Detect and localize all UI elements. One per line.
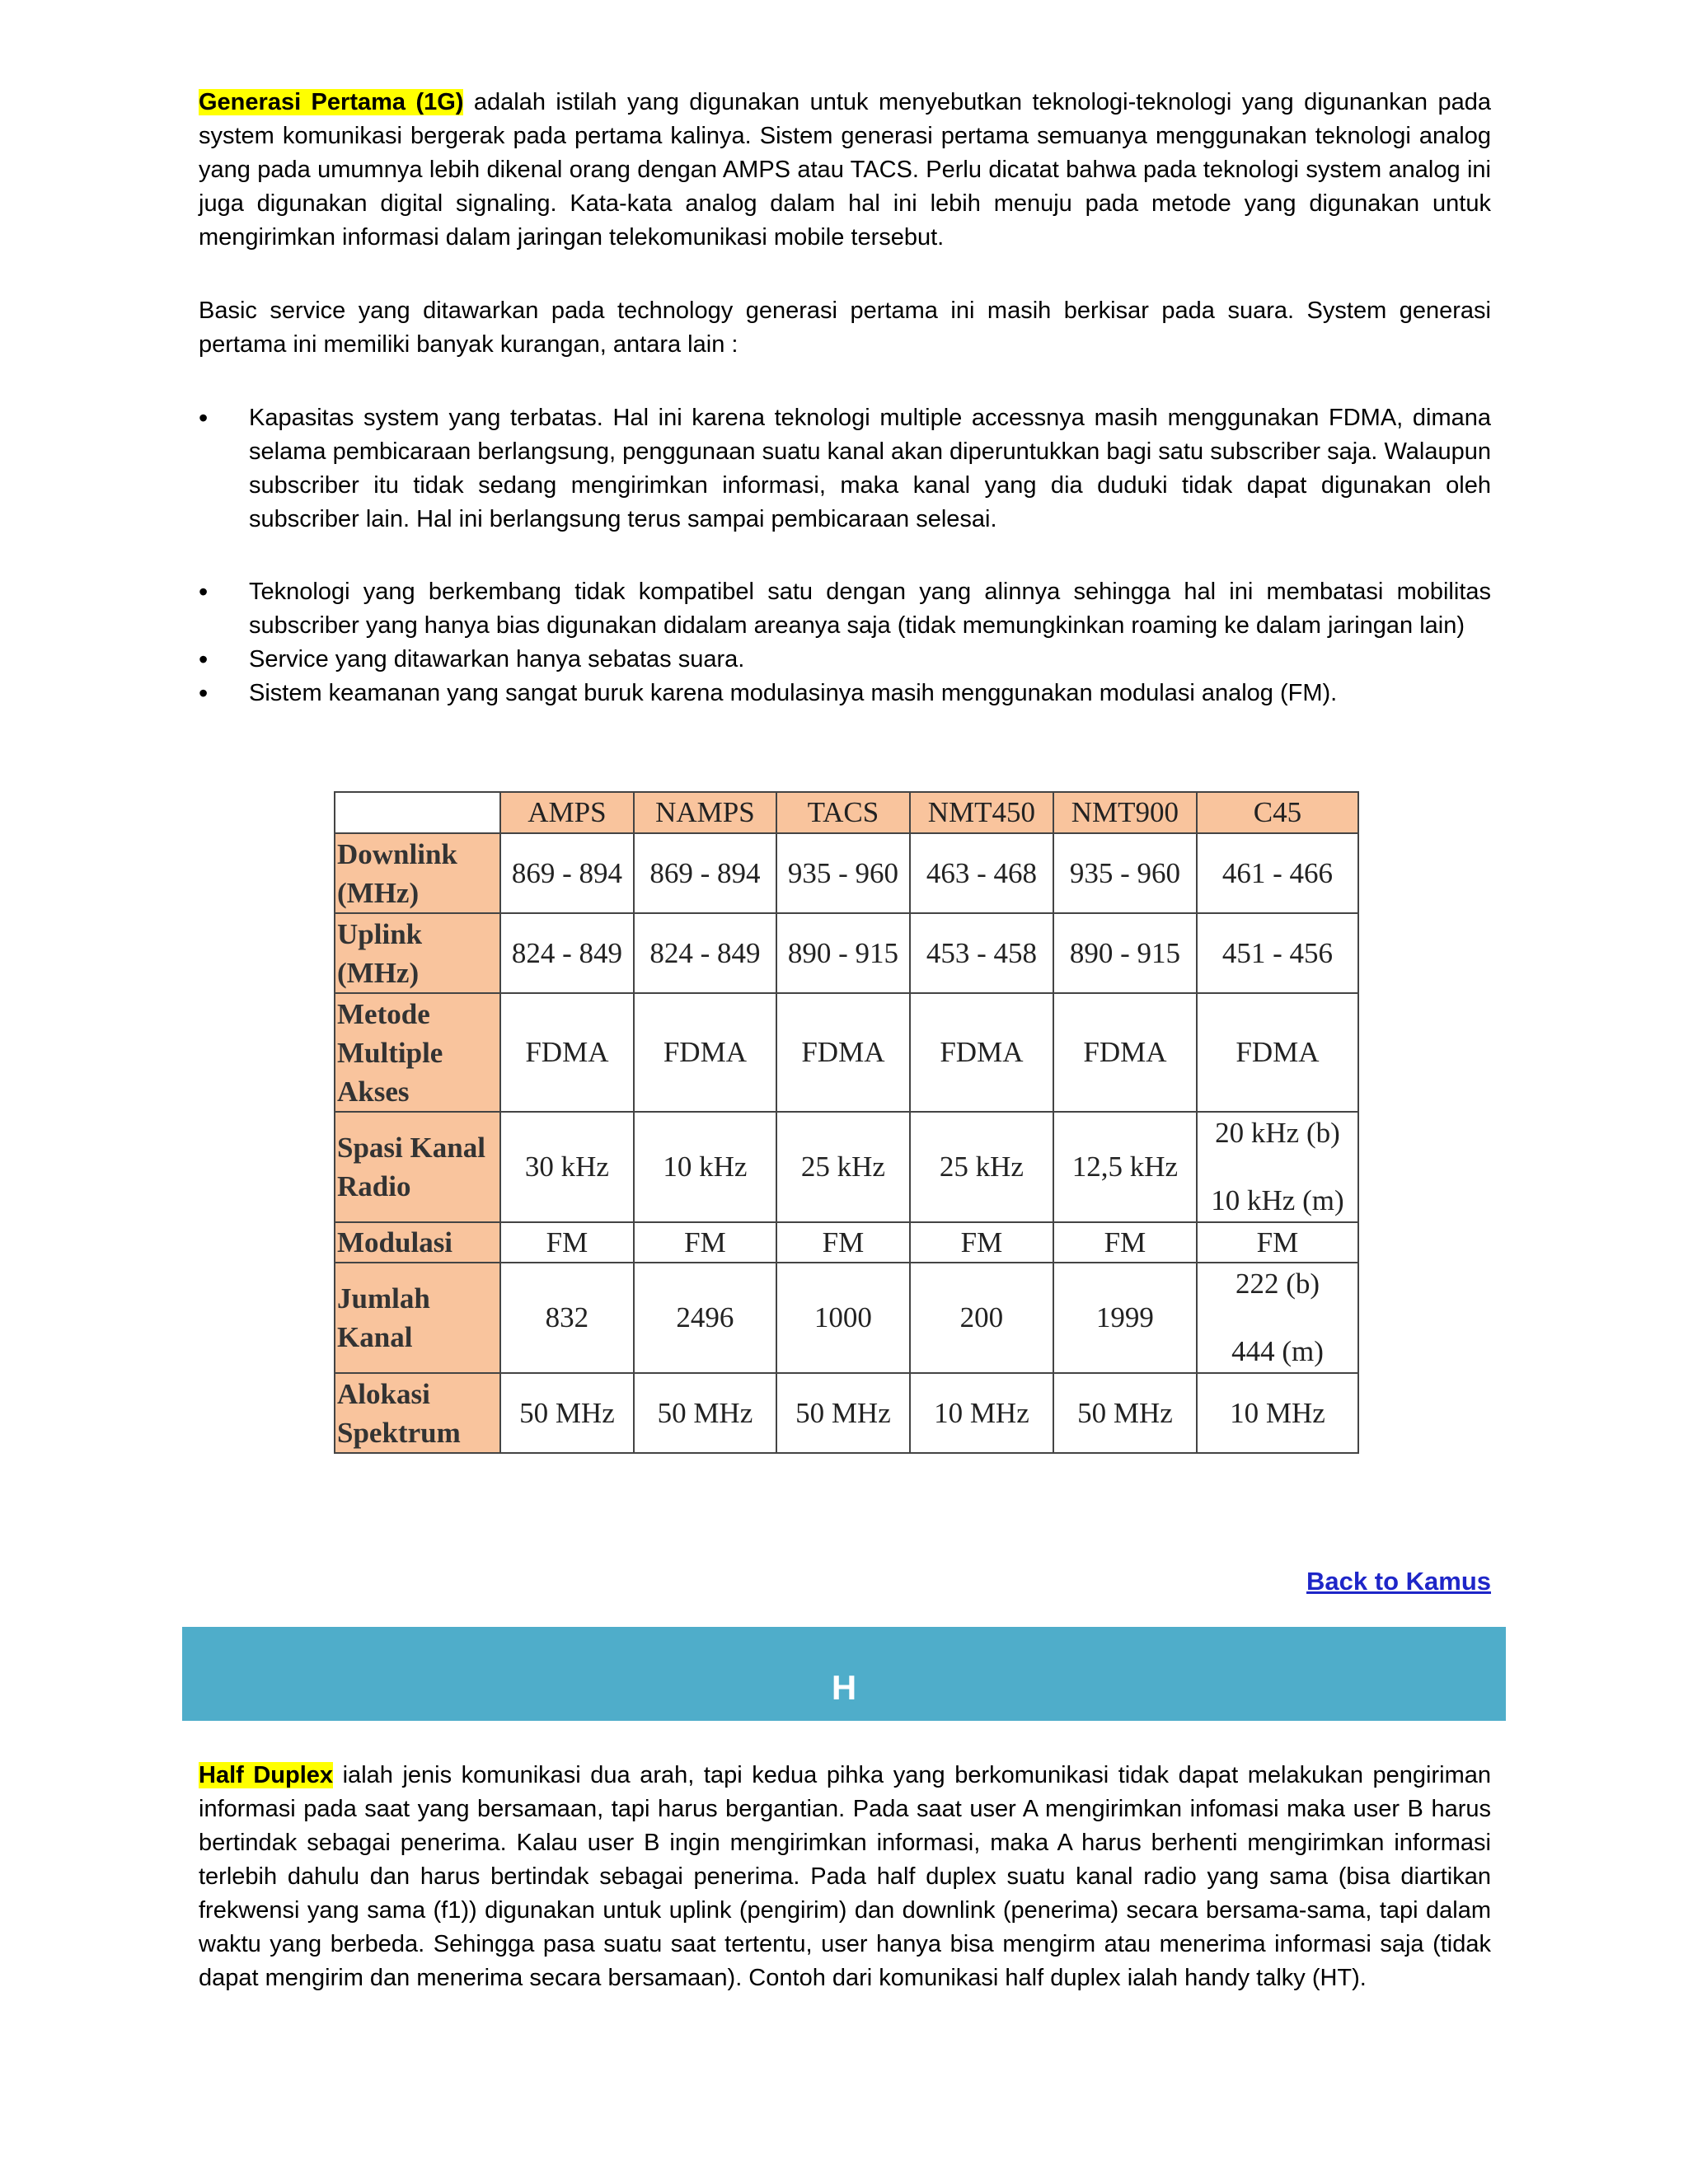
list-item: • Sistem keamanan yang sangat buruk karena modulasinya masih menggunakan modulasi analog (FM). [199, 677, 1491, 710]
table-cell: 1000 [776, 1263, 910, 1373]
half-duplex-paragraph [199, 1759, 1491, 1995]
table-cell: FDMA [500, 993, 634, 1112]
table-cell: 200 [910, 1263, 1053, 1373]
column-header: NMT450 [910, 792, 1053, 833]
split-value-top: 222 (b) [1235, 1268, 1320, 1300]
row-header: Metode Multiple Akses [335, 993, 500, 1112]
table-cell: 869 - 894 [634, 833, 776, 913]
row-header: Spasi Kanal Radio [335, 1112, 500, 1222]
table-header-row [335, 792, 1358, 833]
table-row [335, 993, 1358, 1112]
table-cell: FM [910, 1222, 1053, 1263]
intro-paragraph [199, 86, 1491, 255]
intro-text: adalah istilah yang digunakan untuk menyebutkan teknologi-teknologi yang digunankan pada system komunikasi bergerak pada pertama kalinya. Sistem generasi pertama semuanya menggunakan teknologi analog yang pada umumnya lebih dikenal orang dengan AMPS atau TACS. Perlu dicatat bahwa pada teknologi system analog ini juga digunakan digital signaling. Kata-kata analog dalam hal ini lebih menuju pada metode yang digunakan untuk mengirimkan informasi dalam jaringan telekomunikasi mobile tersebut. [199, 89, 1491, 251]
table-cell: FDMA [634, 993, 776, 1112]
table-cell: 869 - 894 [500, 833, 634, 913]
section-header-band [182, 1627, 1506, 1721]
table-row [335, 1222, 1358, 1263]
table-cell: FM [1197, 1222, 1358, 1263]
comparison-table [334, 791, 1359, 1454]
half-duplex-text: ialah jenis komunikasi dua arah, tapi kedua pihka yang berkomunikasi tidak dapat melakukan pengiriman informasi pada saat yang bersamaan, tapi harus bergantian. Pada saat user A mengirimkan infomasi maka user B harus bertindak sebagai penerima. Kalau user B ingin mengirimkan informasi, maka A harus berhenti mengirimkan informasi terlebih dahulu dan harus bertindak sebagai penerima. Pada half duplex suatu kanal radio yang sama (bisa diartikan frekwensi yang sama (f1)) digunakan untuk uplink (pengirim) dan downlink (penerima) secara bersama-sama, tapi dalam waktu yang berbeda. Sehingga pasa suatu saat tertentu, user hanya bisa mengirm atau menerima informasi saja (tidak dapat mengirim dan menerima secara bersamaan). Contoh dari komunikasi half duplex ialah handy talky (HT). [199, 1762, 1492, 1991]
table-cell: FDMA [1197, 993, 1358, 1112]
table-cell-split [1197, 1263, 1358, 1373]
basic-service-paragraph: Basic service yang ditawarkan pada technology generasi pertama ini masih berkisar pada suara. System generasi pertama ini memiliki banyak kurangan, antara lain : [199, 298, 1491, 358]
table-cell: 50 MHz [1053, 1373, 1197, 1453]
table-row [335, 913, 1358, 993]
split-value-bottom: 444 (m) [1231, 1335, 1324, 1367]
table-cell: 50 MHz [500, 1373, 634, 1453]
table-cell: 1999 [1053, 1263, 1197, 1373]
split-value-top: 20 kHz (b) [1215, 1117, 1340, 1149]
column-header: TACS [776, 792, 910, 833]
table-cell: 890 - 915 [776, 913, 910, 993]
table-cell: FM [634, 1222, 776, 1263]
table-cell: 935 - 960 [1053, 833, 1197, 913]
table-cell: FM [1053, 1222, 1197, 1263]
row-header: Uplink (MHz) [335, 913, 500, 993]
table-cell: 451 - 456 [1197, 913, 1358, 993]
table-cell: 824 - 849 [634, 913, 776, 993]
table-cell: 824 - 849 [500, 913, 634, 993]
column-header: NAMPS [634, 792, 776, 833]
row-header: Alokasi Spektrum [335, 1373, 500, 1453]
back-to-kamus-link[interactable]: Back to Kamus [1306, 1567, 1491, 1596]
table-cell: FDMA [910, 993, 1053, 1112]
table-cell: 50 MHz [776, 1373, 910, 1453]
table-cell: 461 - 466 [1197, 833, 1358, 913]
table-cell: FDMA [776, 993, 910, 1112]
table-row [335, 1112, 1358, 1222]
row-header: Jumlah Kanal [335, 1263, 500, 1373]
table-cell: FDMA [1053, 993, 1197, 1112]
table-cell: 50 MHz [634, 1373, 776, 1453]
list-item: • Teknologi yang berkembang tidak kompatibel satu dengan yang alinnya sehingga hal ini membatasi mobilitas subscriber yang hanya bias digunakan didalam areanya saja (tidak memungkinkan roaming ke dalam jaringan lain) [199, 575, 1491, 643]
table-cell-split [1197, 1112, 1358, 1222]
table-cell: FM [500, 1222, 634, 1263]
list-item: • Service yang ditawarkan hanya sebatas suara. [199, 643, 1491, 677]
table-cell: 453 - 458 [910, 913, 1053, 993]
row-header: Modulasi [335, 1222, 500, 1263]
table-row [335, 1263, 1358, 1373]
term-highlight: Generasi Pertama (1G) [199, 89, 464, 115]
split-value-bottom: 10 kHz (m) [1211, 1184, 1344, 1216]
column-header: AMPS [500, 792, 634, 833]
table-row [335, 833, 1358, 913]
section-letter: H [831, 1668, 857, 1707]
column-header: NMT900 [1053, 792, 1197, 833]
drawback-list [199, 401, 1491, 710]
table-cell: 10 kHz [634, 1112, 776, 1222]
term-highlight: Half Duplex [199, 1762, 334, 1788]
table-cell: FM [776, 1222, 910, 1263]
table-cell: 10 MHz [1197, 1373, 1358, 1453]
table-cell: 25 kHz [910, 1112, 1053, 1222]
table-corner [335, 792, 500, 833]
row-header: Downlink (MHz) [335, 833, 500, 913]
table-cell: 463 - 468 [910, 833, 1053, 913]
table-cell: 832 [500, 1263, 634, 1373]
column-header: C45 [1197, 792, 1358, 833]
table-cell: 890 - 915 [1053, 913, 1197, 993]
table-cell: 30 kHz [500, 1112, 634, 1222]
table-cell: 25 kHz [776, 1112, 910, 1222]
table-cell: 935 - 960 [776, 833, 910, 913]
table-cell: 2496 [634, 1263, 776, 1373]
list-item: • Kapasitas system yang terbatas. Hal ini karena teknologi multiple accessnya masih menggunakan FDMA, dimana selama pembicaraan berlangsung, penggunaan suatu kanal akan diperuntukkan bagi satu subscriber saja. Walaupun subscriber itu tidak sedang mengirimkan informasi, maka kanal yang dia duduki tidak dapat digunakan oleh subscriber lain. Hal ini berlangsung terus sampai pembicaraan selesai. [199, 401, 1491, 537]
table-cell: 12,5 kHz [1053, 1112, 1197, 1222]
table-cell: 10 MHz [910, 1373, 1053, 1453]
table-row [335, 1373, 1358, 1453]
